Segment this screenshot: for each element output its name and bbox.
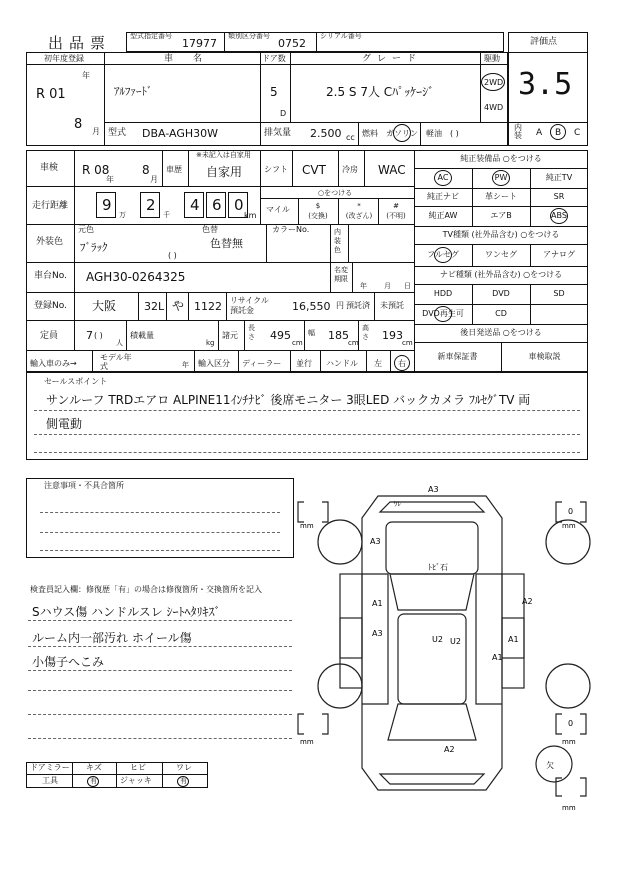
interior-b-circle [550, 124, 566, 140]
tools-label: 工具 [42, 776, 58, 785]
mileage-exchanged: $ (交換) [308, 202, 328, 220]
equipment-item: 革シート [485, 192, 517, 201]
capacity-unit: 人 [116, 339, 123, 347]
recycle-amount: 16,550 [292, 300, 331, 313]
shift-value: CVT [302, 163, 326, 177]
car-name: ｱﾙﾌｧｰﾄﾞ [114, 85, 153, 98]
mark-right-rear-door: A1 [508, 635, 519, 644]
mileage-mile: マイル [266, 205, 290, 214]
interior-label: 内装 [514, 123, 522, 140]
mileage-unknown: # (不明) [386, 202, 406, 220]
handle-left: 左 [374, 359, 382, 368]
equipment-item: AC [437, 173, 449, 182]
mileage-digit-value: 2 [146, 196, 156, 214]
import-parallel: 並行 [296, 359, 312, 368]
equipment-item: CD [495, 309, 507, 318]
color-change: 色替無 [210, 237, 243, 250]
handle-right-circle [394, 355, 410, 371]
model-year-label: モデル年式 [100, 353, 132, 371]
mileage-man-unit: 万 [119, 211, 126, 219]
name-change-month: 月 [384, 282, 391, 290]
mirror-scratch: キズ [86, 763, 102, 772]
equipment-item: 純正TV [545, 173, 573, 182]
car-name-label: 車名 [164, 54, 223, 64]
drive-label: 駆動 [484, 54, 500, 63]
name-change-label: 名変期限 [334, 266, 348, 283]
fuel-other: ( ) [450, 129, 459, 138]
jack-present: 有 [180, 777, 187, 785]
mileage-sen-unit: 千 [163, 211, 170, 219]
height-label: 高さ [362, 324, 369, 341]
mark-front-fender-left: A3 [370, 537, 381, 546]
displacement: 2.500 [310, 127, 342, 140]
model-no: 17977 [182, 37, 217, 50]
shift-label: シフト [264, 165, 288, 174]
equipment-item-circle [492, 170, 510, 186]
color-change-paren: ( ) [168, 251, 177, 260]
equipment-item: DVD再生可 [422, 309, 464, 318]
mileage-digit [184, 192, 204, 218]
tire-mm-rr: mm [562, 738, 576, 746]
model-type-label: 型式 [108, 128, 127, 138]
equipment-item: SR [553, 192, 565, 201]
recycle-unpaid: 未預託 [380, 301, 404, 310]
mileage-circle-note: ○をつける [318, 189, 353, 197]
mileage-digit-value: 0 [234, 196, 244, 214]
equipment-item: ABS [551, 211, 567, 220]
load-label: 積載量 [130, 331, 154, 340]
equipment-item: ワンセグ [485, 250, 517, 259]
recycle-unit: 円 [336, 301, 344, 310]
interior-a: A [536, 128, 543, 138]
inspector-note-2: ルーム内一部汚れ ホイール傷 [32, 631, 192, 645]
equipment-item: 車検取説 [528, 352, 561, 361]
handle-label: ハンドル [326, 359, 358, 368]
capacity-label: 定員 [40, 331, 59, 341]
reg-kana: や [172, 299, 185, 313]
mileage-digit-value: 4 [190, 196, 200, 214]
equipment-item-circle [434, 247, 452, 263]
drive-2wd: 2WD [484, 78, 504, 87]
equipment-item: 純正ナビ [427, 192, 459, 201]
first-reg-label: 初年度登録 [44, 54, 84, 63]
color-no-label: カラーNo. [272, 225, 310, 234]
mark-left-front-door: A1 [372, 599, 383, 608]
width-label: 幅 [308, 329, 315, 337]
car-damage-diagram [290, 478, 620, 818]
mark-rear-lamp-chip: 欠 [546, 761, 554, 770]
drive-2wd-circle [481, 73, 505, 91]
sales-point-line1: サンルーフ TRDエアロ ALPINE11ｲﾝﾁﾅﾋﾞ 後席モニター 3眼LED バックカメラ ﾌﾙｾｸﾞTV 両 [46, 393, 531, 407]
fuel-label: 燃料 [362, 129, 378, 138]
equipment-item: PW [494, 173, 508, 182]
length-label: 長さ [248, 324, 255, 341]
mileage-km-unit: km [244, 211, 257, 220]
model-type: DBA-AGH30W [142, 127, 219, 140]
tire-mm-fr: mm [562, 522, 576, 530]
equipment-item-circle [434, 306, 452, 322]
class-no: 0752 [278, 37, 306, 50]
load-unit: kg [206, 339, 215, 347]
class-no-label: 類別区分番号 [228, 32, 270, 40]
import-class-label: 輸入区分 [198, 359, 230, 368]
inspection-year-unit: 年 [106, 175, 114, 184]
import-dealer: ディーラー [242, 359, 282, 368]
notes-box [26, 478, 294, 558]
equipment-item: SD [553, 289, 565, 298]
mileage-digit [140, 192, 160, 218]
mark-right-front-door: A2 [522, 597, 533, 606]
mileage-digit [96, 192, 116, 218]
interior-b: B [555, 128, 562, 138]
door-label: ドア数 [262, 54, 286, 63]
recycle-paid: 預託済 [346, 301, 370, 310]
mileage-tampered: * (改ざん) [345, 202, 373, 220]
notes-label: 注意事項・不具合箇所 [44, 481, 124, 490]
chassis-label: 車台No. [34, 271, 67, 281]
equipment-section-title: 純正装備品 ○をつける [460, 154, 542, 163]
equipment-panel [414, 150, 588, 372]
length-unit: cm [292, 339, 303, 347]
tools-present: 有 [90, 777, 97, 785]
drive-4wd: 4WD [484, 103, 504, 112]
mileage-digit-value: 9 [102, 196, 112, 214]
mark-hood-chip: ﾄﾋﾞ石 [428, 563, 448, 572]
inspection-month-unit: 月 [150, 175, 158, 184]
ac-label: 冷房 [342, 165, 358, 174]
mark-front-bumper: A3 [428, 485, 439, 494]
capacity: 7 [86, 329, 93, 342]
door-mirror-label: ドアミラー [30, 763, 70, 772]
use-note: ※未記入は自家用 [196, 151, 251, 159]
door-count: 5 [270, 85, 278, 99]
model-year-unit: 年 [182, 361, 189, 369]
dims-label: 諸元 [222, 331, 238, 340]
first-reg-year-unit: 年 [82, 71, 90, 80]
jack-present-circle [177, 776, 189, 787]
mark-right-quarter: A1 [492, 653, 503, 662]
height: 193 [382, 329, 403, 342]
inspection-label: 車検 [40, 163, 59, 173]
reg-class: 32L [144, 300, 165, 313]
tire-mm-spare: mm [562, 804, 576, 812]
inspection-month: 8 [142, 163, 150, 177]
width: 185 [328, 329, 349, 342]
first-reg-month: 8 [74, 117, 83, 132]
sales-point-line2: 側電動 [46, 417, 83, 431]
mileage-label: 走行距離 [32, 201, 69, 211]
equipment-item-circle [434, 170, 452, 186]
chassis-no: AGH30-0264325 [86, 270, 186, 284]
use-value: 自家用 [206, 165, 243, 179]
equipment-item: アナログ [543, 250, 575, 259]
equipment-item: HDD [433, 289, 453, 298]
equipment-item-circle [550, 208, 568, 224]
width-unit: cm [348, 339, 359, 347]
equipment-section-title: ナビ種類 (社外品含む) ○をつける [439, 270, 563, 279]
capacity-paren: ( ) [94, 331, 103, 340]
fuel-gasoline-circle [393, 124, 411, 142]
equipment-section-title: 後日発送品 ○をつける [460, 328, 542, 337]
mirror-broken: ワレ [176, 763, 192, 772]
equipment-item: 純正AW [428, 211, 458, 220]
form-title: 出品票 [48, 34, 112, 52]
inspector-note-label: 検査員記入欄：修復歴「有」の場合は修復箇所・交換箇所を記入 [30, 585, 262, 594]
inspection-era: R 08 [82, 163, 110, 177]
original-color-label: 元色 [78, 225, 94, 234]
inspector-note-1: Sハウス傷 ハンドルスレ ｼｰﾄﾍﾀﾘｷｽﾞ [32, 605, 221, 619]
tire-depth-rr: 0 [568, 719, 574, 728]
equipment-item: エアB [490, 211, 512, 220]
equipment-item: DVD [492, 289, 510, 298]
original-color: ﾌﾞﾗｯｸ [80, 241, 108, 254]
displacement-label: 排気量 [264, 128, 292, 138]
tire-mm-fl: mm [300, 522, 314, 530]
tools-present-circle [87, 776, 99, 787]
exterior-color-label: 外装色 [36, 237, 64, 247]
sales-point-box [26, 372, 588, 460]
tire-depth-fr: 0 [568, 507, 574, 516]
model-no-label: 型式指定番号 [130, 32, 172, 40]
equipment-item: 新車保証書 [437, 352, 478, 361]
sales-point-label: セールスポイント [44, 377, 108, 386]
reg-area: 大阪 [92, 299, 117, 313]
mark-roof-u2b: U2 [450, 637, 461, 646]
color-change-label: 色替 [202, 225, 218, 234]
first-reg-era: R 01 [36, 87, 66, 102]
interior-c: C [574, 128, 581, 138]
first-reg-month-unit: 月 [92, 127, 100, 136]
fuel-gasoline: ガソリン [386, 129, 418, 138]
import-only-label: 輸入車のみ→ [30, 359, 77, 368]
grade: 2.5 S 7人 Cﾊﾟｯｹｰｼﾞ [326, 85, 435, 99]
inspector-note-3: 小傷子へこみ [32, 655, 105, 669]
mileage-digit [206, 192, 226, 218]
ac-value: WAC [378, 163, 406, 177]
handle-right: 右 [398, 359, 406, 368]
jack-label: ジャッキ [120, 776, 152, 785]
evaluation-score: 3.5 [518, 67, 573, 102]
mileage-digit-value: 6 [212, 196, 222, 214]
serial-label: シリアル番号 [320, 32, 362, 40]
mark-roof-u2a: U2 [432, 635, 443, 644]
equipment-section-title: TV種類 (社外品含む) ○をつける [442, 230, 560, 239]
tire-mm-rl: mm [300, 738, 314, 746]
use-label: 車歴 [166, 165, 182, 174]
name-change-day: 日 [404, 282, 411, 290]
name-change-year: 年 [360, 282, 367, 290]
door-type: D [280, 109, 287, 118]
fuel-diesel-label: 軽油 [426, 129, 442, 138]
displacement-unit: cc [346, 133, 355, 142]
reg-number: 1122 [194, 300, 222, 313]
mark-windshield-crack: ﾜﾚ [394, 500, 401, 508]
evaluation-label: 評価点 [530, 37, 558, 47]
grade-label: グレード [362, 54, 423, 64]
height-unit: cm [402, 339, 413, 347]
reg-label: 登録No. [34, 301, 67, 311]
mark-rear-bumper: A2 [444, 745, 455, 754]
length: 495 [270, 329, 291, 342]
mirror-crack: ヒビ [130, 763, 146, 772]
mark-left-rear-door: A3 [372, 629, 383, 638]
recycle-label: リサイクル預託金 [230, 296, 269, 315]
interior-color-label: 内装色 [334, 228, 341, 254]
equipment-item: フルセグ [427, 250, 459, 259]
